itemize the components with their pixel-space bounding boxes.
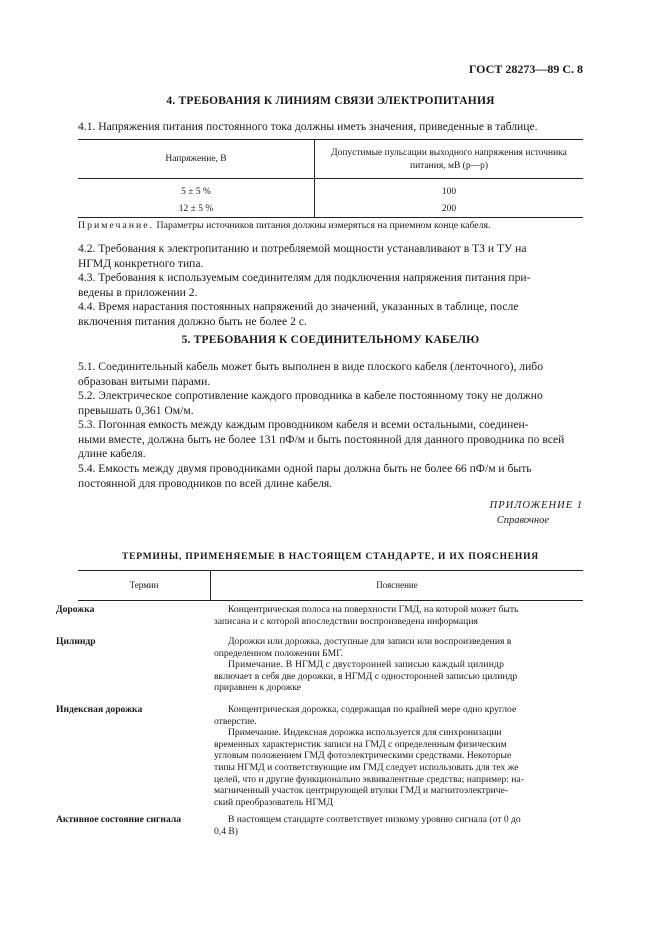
- paragraph-line: 5.1. Соединительный кабель может быть выполнен в виде плоского кабеля (ленточного), либо: [78, 360, 543, 373]
- term-label: Цилиндр: [56, 636, 96, 647]
- table-header-ripple: [315, 140, 584, 179]
- explanation-line: Концентрическая дорожка, содержащая по крайней мере одно круглое: [228, 704, 517, 715]
- term-label: Индексная дорожка: [56, 704, 143, 715]
- paragraph-4-1: [78, 120, 582, 135]
- document-header: ГОСТ 28273—89 С. 8: [468, 62, 583, 76]
- table-header-row: [78, 140, 583, 179]
- paragraph-5-3: [78, 418, 582, 462]
- paragraph-line: превышать 0,361 Ом/м.: [78, 403, 194, 417]
- explanation-line: угловым положением ГМД фотоэлектрическими средствами. Некоторые: [214, 750, 512, 762]
- explanation-line: включает в себя две дорожки, в НГМД с односторонней записью цилиндр: [214, 670, 518, 682]
- paragraph-line: 5.2. Электрическое сопротивление каждого проводника в кабеле постоянному току не должно: [78, 389, 543, 402]
- appendix-label: ПРИЛОЖЕНИЕ 1: [489, 500, 583, 511]
- table-header-ripple-line2: питания, мВ (p—p): [410, 160, 488, 171]
- paragraph-line: образован витыми парами.: [78, 374, 211, 388]
- paragraph-line: ными вместе, должна быть не более 131 пФ/м и быть постоянной для данного проводника по всей: [78, 432, 565, 446]
- explanation-line: временных характеристик записи на ГМД с определенным физическим: [214, 738, 507, 750]
- paragraph-line: постоянной для проводников по всей длине кабеля.: [78, 476, 333, 490]
- explanation-line: Дорожки или дорожка, доступные для записи или воспроизведения в: [228, 636, 512, 647]
- paragraph-line: 4.1. Напряжения питания постоянного тока должны иметь значения, приведенные в таблице.: [78, 120, 538, 133]
- term-label: Дорожка: [56, 604, 95, 615]
- table-header-rule: [78, 600, 583, 601]
- explanation-line: отверстие.: [214, 715, 257, 727]
- table-cell-ripple: 200: [315, 200, 584, 218]
- term-explanation: [214, 704, 582, 808]
- table-cell-voltage: 5 ± 5 %: [78, 179, 315, 201]
- paragraph-5-2: [78, 389, 582, 418]
- explanation-line: записана и с которой впоследствии воспроизведена информация: [214, 615, 478, 627]
- paragraph-4-3: [78, 271, 582, 300]
- paragraph-line: 5.3. Погонная емкость между каждым проводником кабеля и всеми остальными, соединен-: [78, 418, 529, 431]
- paragraph-line: НГМД конкретного типа.: [78, 256, 204, 270]
- explanation-line: Примечание. В НГМД с двусторонней записью каждый цилиндр: [228, 659, 505, 671]
- section-5-title: 5. ТРЕБОВАНИЯ К СОЕДИНИТЕЛЬНОМУ КАБЕЛЮ: [181, 334, 480, 346]
- term-label: Активное состояние сигнала: [56, 814, 182, 825]
- table-row: [78, 200, 583, 218]
- appendix-kind: Справочное: [496, 515, 549, 526]
- explanation-line: В настоящем стандарте соответствует низкому уровню сигнала (от 0 до: [228, 814, 521, 825]
- table-header-ripple-line1: Допустимые пульсации выходного напряжения источника: [331, 147, 567, 158]
- term-explanation: [214, 636, 582, 694]
- paragraph-5-1: [78, 360, 582, 389]
- explanation-line: типы НГМД и соответствующие им ГМД следует использовать для тех же: [214, 761, 519, 773]
- paragraph-4-2: [78, 242, 582, 271]
- explanation-line: приравнен к дорожке: [214, 682, 301, 694]
- terms-header-explanation: Пояснение: [376, 580, 418, 590]
- section-4-title: 4. ТРЕБОВАНИЯ К ЛИНИЯМ СВЯЗИ ЭЛЕКТРОПИТАНИЯ: [166, 95, 495, 107]
- paragraph-5-4: [78, 462, 582, 491]
- paragraph-line: 4.4. Время нарастания постоянных напряжений до значений, указанных в таблице, после: [78, 300, 519, 313]
- paragraph-line: ведены в приложении 2.: [78, 285, 198, 299]
- note-text: Параметры источников питания должны измеряться на приемном конце кабеля.: [154, 220, 491, 231]
- term-explanation: [214, 814, 582, 837]
- note-label: Примечание.: [78, 220, 155, 231]
- paragraph-4-4: [78, 300, 582, 329]
- term-explanation: [214, 604, 582, 627]
- table-cell-voltage: 12 ± 5 %: [78, 200, 315, 218]
- table-top-rule: [78, 570, 583, 571]
- explanation-line: 0,4 В): [214, 825, 238, 837]
- table-row: [78, 179, 583, 201]
- explanation-line: определенном положении БМГ.: [214, 647, 344, 659]
- terms-header-term: Термин: [129, 580, 159, 590]
- explanation-line: Примечание. Индексная дорожка используется для синхронизации: [228, 727, 502, 739]
- paragraph-line: включения питания должно быть не более 2 с.: [78, 314, 307, 328]
- paragraph-line: длине кабеля.: [78, 447, 146, 461]
- explanation-line: ский преобразователь НГМД: [214, 796, 333, 808]
- explanation-line: целей, что и другие функционально эквивалентные средства; например: на-: [214, 773, 524, 785]
- table-note: [78, 220, 582, 231]
- paragraph-line: 4.2. Требования к электропитанию и потребляемой мощности устанавливают в ТЗ и ТУ на: [78, 242, 527, 255]
- appendix-title: ТЕРМИНЫ, ПРИМЕНЯЕМЫЕ В НАСТОЯЩЕМ СТАНДАРТЕ, И ИХ ПОЯСНЕНИЯ: [122, 552, 539, 562]
- explanation-line: Концентрическая полоса на поверхности ГМД, на которой может быть: [228, 604, 519, 615]
- paragraph-line: 5.4. Емкость между двумя проводниками одной пары должна быть не более 66 пФ/м и быть: [78, 462, 532, 475]
- table-cell-ripple: 100: [441, 186, 457, 197]
- explanation-line: магниченный участок центрирующей втулки ГМД и магнитоэлектриче-: [214, 785, 509, 797]
- voltage-table: [78, 139, 583, 218]
- table-header-voltage: Напряжение, В: [78, 140, 315, 179]
- paragraph-line: 4.3. Требования к используемым соединителям для подключения напряжения питания при-: [78, 271, 531, 284]
